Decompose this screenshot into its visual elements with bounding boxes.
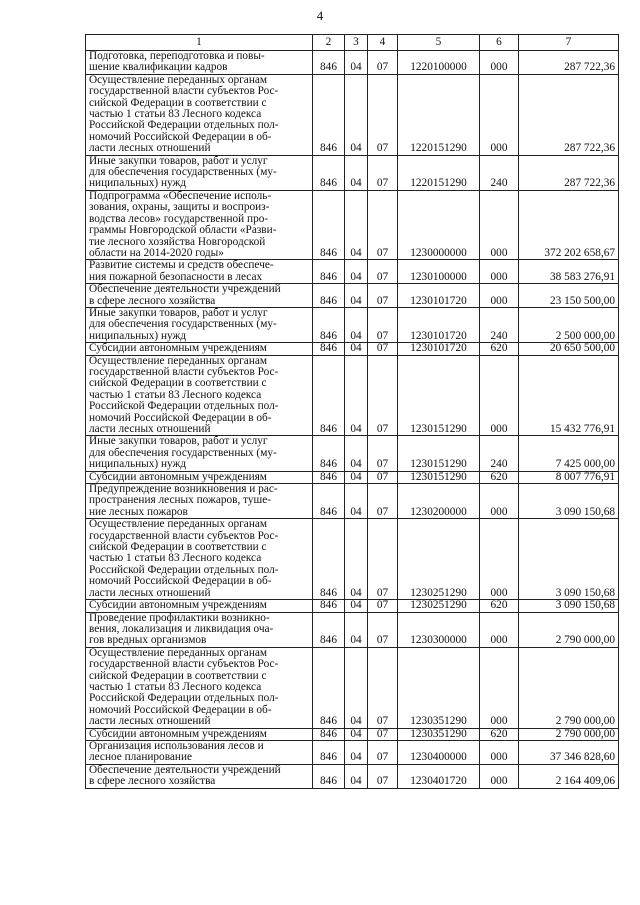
item-name-cell — [86, 284, 313, 308]
section-code-cell: 04 — [345, 155, 368, 190]
item-name-line: Иные закупки товаров, работ и услуг — [89, 306, 268, 319]
header-cell: 2 — [313, 35, 345, 51]
table-row — [86, 284, 619, 308]
budget-table — [85, 34, 619, 789]
target-article-cell: 1230251290 — [398, 519, 480, 600]
item-name-cell — [86, 740, 313, 764]
admin-code-cell: 846 — [313, 471, 345, 483]
item-name-line: Субсидии автономным учреждениям — [89, 599, 267, 612]
section-code-cell: 04 — [345, 307, 368, 342]
admin-code-cell: 846 — [313, 284, 345, 308]
amount-cell: 3 090 150,68 — [519, 519, 619, 600]
header-cell: 6 — [480, 35, 519, 51]
item-name-line: в сфере лесного хозяйства — [89, 294, 216, 307]
table-row — [86, 74, 619, 155]
item-name-line: государственной власти субъектов Рос- — [89, 658, 279, 671]
item-name-cell — [86, 612, 313, 647]
expense-type-cell: 620 — [480, 728, 519, 740]
amount-cell: 3 090 150,68 — [519, 600, 619, 612]
item-name-line: Проведение профилактики возникно- — [89, 611, 270, 624]
admin-code-cell: 846 — [313, 519, 345, 600]
expense-type-cell: 000 — [480, 74, 519, 155]
header-cell: 7 — [519, 35, 619, 51]
admin-code-cell: 846 — [313, 764, 345, 788]
section-code-cell: 04 — [345, 51, 368, 75]
item-name-cell — [86, 260, 313, 284]
item-name-line: Российской Федерации отдельных пол- — [89, 119, 279, 132]
expense-type-cell: 240 — [480, 436, 519, 471]
item-name-line: частью 1 статьи 83 Лесного кодекса — [89, 552, 262, 565]
table-row — [86, 612, 619, 647]
item-name-line: Развитие системы и средств обеспече- — [89, 259, 274, 272]
subsection-code-cell: 07 — [368, 764, 398, 788]
amount-cell: 7 425 000,00 — [519, 436, 619, 471]
target-article-cell: 1220100000 — [398, 51, 480, 75]
item-name-line: Российской Федерации отдельных пол- — [89, 563, 279, 576]
header-row — [86, 35, 619, 51]
item-name-line: гов вредных организмов — [89, 634, 207, 647]
target-article-cell: 1230400000 — [398, 740, 480, 764]
section-code-cell: 04 — [345, 600, 368, 612]
subsection-code-cell: 07 — [368, 647, 398, 728]
expense-type-cell: 620 — [480, 600, 519, 612]
section-code-cell: 04 — [345, 343, 368, 355]
target-article-cell: 1230351290 — [398, 728, 480, 740]
table-row — [86, 484, 619, 519]
subsection-code-cell: 07 — [368, 519, 398, 600]
item-name-line: Обеспечение деятельности учреждений — [89, 763, 281, 776]
subsection-code-cell: 07 — [368, 155, 398, 190]
subsection-code-cell: 07 — [368, 436, 398, 471]
target-article-cell: 1230101720 — [398, 307, 480, 342]
amount-cell: 287 722,36 — [519, 155, 619, 190]
table-row — [86, 728, 619, 740]
admin-code-cell: 846 — [313, 647, 345, 728]
item-name-cell — [86, 484, 313, 519]
subsection-code-cell: 07 — [368, 307, 398, 342]
subsection-code-cell: 07 — [368, 600, 398, 612]
item-name-cell — [86, 155, 313, 190]
item-name-cell — [86, 471, 313, 483]
target-article-cell: 1230101720 — [398, 343, 480, 355]
item-name-line: Российской Федерации отдельных пол- — [89, 400, 279, 413]
item-name-line: Подготовка, переподготовка и повы- — [89, 50, 265, 62]
item-name-cell — [86, 647, 313, 728]
admin-code-cell: 846 — [313, 600, 345, 612]
amount-cell: 2 790 000,00 — [519, 728, 619, 740]
item-name-line: ласти лесных отношений — [89, 423, 211, 435]
subsection-code-cell: 07 — [368, 51, 398, 75]
section-code-cell: 04 — [345, 647, 368, 728]
target-article-cell: 1220151290 — [398, 74, 480, 155]
expense-type-cell: 000 — [480, 355, 519, 436]
header-cell: 1 — [86, 35, 313, 51]
expense-type-cell: 240 — [480, 155, 519, 190]
section-code-cell: 04 — [345, 436, 368, 471]
admin-code-cell: 846 — [313, 740, 345, 764]
table-row — [86, 436, 619, 471]
amount-cell: 20 650 500,00 — [519, 343, 619, 355]
item-name-line: номочий Российской Федерации в об- — [89, 703, 272, 716]
item-name-line: для обеспечения государственных (му- — [89, 166, 277, 179]
subsection-code-cell: 07 — [368, 484, 398, 519]
table-row — [86, 647, 619, 728]
item-name-cell — [86, 600, 313, 612]
expense-type-cell: 000 — [480, 647, 519, 728]
item-name-line: лесное планирование — [89, 751, 193, 764]
section-code-cell: 04 — [345, 740, 368, 764]
item-name-line: Иные закупки товаров, работ и услуг — [89, 435, 268, 448]
table-row — [86, 307, 619, 342]
item-name-line: Обеспечение деятельности учреждений — [89, 283, 281, 296]
item-name-line: сийской Федерации в соответствии с — [89, 96, 267, 109]
subsection-code-cell: 07 — [368, 471, 398, 483]
item-name-line: Осуществление переданных органам — [89, 354, 268, 367]
item-name-line: вения, локализация и ликвидация оча- — [89, 622, 274, 635]
admin-code-cell: 846 — [313, 728, 345, 740]
admin-code-cell: 846 — [313, 190, 345, 259]
item-name-line: Субсидии автономным учреждениям — [89, 342, 267, 355]
amount-cell: 2 500 000,00 — [519, 307, 619, 342]
item-name-line: номочий Российской Федерации в об- — [89, 411, 272, 424]
item-name-line: сийской Федерации в соответствии с — [89, 377, 267, 390]
item-name-line: Субсидии автономным учреждениям — [89, 470, 267, 483]
target-article-cell: 1230151290 — [398, 471, 480, 483]
section-code-cell: 04 — [345, 471, 368, 483]
item-name-line: частью 1 статьи 83 Лесного кодекса — [89, 108, 262, 121]
item-name-line: частью 1 статьи 83 Лесного кодекса — [89, 680, 262, 693]
item-name-line: Субсидии автономным учреждениям — [89, 727, 267, 740]
item-name-line: Организация использования лесов и — [89, 739, 264, 752]
item-name-line: пространения лесных пожаров, туше- — [89, 494, 272, 507]
amount-cell: 2 790 000,00 — [519, 612, 619, 647]
table-row — [86, 51, 619, 75]
amount-cell: 37 346 828,60 — [519, 740, 619, 764]
target-article-cell: 1230000000 — [398, 190, 480, 259]
admin-code-cell: 846 — [313, 260, 345, 284]
table-row — [86, 519, 619, 600]
section-code-cell: 04 — [345, 74, 368, 155]
expense-type-cell: 000 — [480, 51, 519, 75]
target-article-cell: 1230300000 — [398, 612, 480, 647]
expense-type-cell: 000 — [480, 484, 519, 519]
expense-type-cell: 000 — [480, 612, 519, 647]
table-row — [86, 740, 619, 764]
expense-type-cell: 000 — [480, 519, 519, 600]
table-row — [86, 343, 619, 355]
expense-type-cell: 000 — [480, 284, 519, 308]
admin-code-cell: 846 — [313, 612, 345, 647]
expense-type-cell: 000 — [480, 764, 519, 788]
item-name-line: Осуществление переданных органам — [89, 73, 268, 86]
item-name-line: номочий Российской Федерации в об- — [89, 130, 272, 143]
item-name-cell — [86, 728, 313, 740]
page-number: 4 — [316, 8, 324, 23]
target-article-cell: 1230251290 — [398, 600, 480, 612]
item-name-cell — [86, 436, 313, 471]
item-name-line: частью 1 статьи 83 Лесного кодекса — [89, 388, 262, 401]
amount-cell: 2 164 409,06 — [519, 764, 619, 788]
expense-type-cell: 000 — [480, 190, 519, 259]
admin-code-cell: 846 — [313, 74, 345, 155]
subsection-code-cell: 07 — [368, 190, 398, 259]
subsection-code-cell: 07 — [368, 74, 398, 155]
section-code-cell: 04 — [345, 355, 368, 436]
target-article-cell: 1230151290 — [398, 436, 480, 471]
subsection-code-cell: 07 — [368, 612, 398, 647]
item-name-line: области на 2014-2020 годы» — [89, 246, 224, 259]
admin-code-cell: 846 — [313, 436, 345, 471]
section-code-cell: 04 — [345, 728, 368, 740]
item-name-cell — [86, 355, 313, 436]
amount-cell: 3 090 150,68 — [519, 484, 619, 519]
item-name-line: тие лесного хозяйства Новгородской — [89, 235, 266, 248]
item-name-line: сийской Федерации в соответствии с — [89, 669, 267, 682]
item-name-line: ласти лесных отношений — [89, 715, 211, 728]
target-article-cell: 1230401720 — [398, 764, 480, 788]
admin-code-cell: 846 — [313, 484, 345, 519]
item-name-cell — [86, 51, 313, 75]
subsection-code-cell: 07 — [368, 728, 398, 740]
target-article-cell: 1230200000 — [398, 484, 480, 519]
target-article-cell: 1230151290 — [398, 355, 480, 436]
amount-cell: 287 722,36 — [519, 51, 619, 75]
item-name-line: водства лесов» государственной про- — [89, 212, 269, 225]
table-row — [86, 155, 619, 190]
section-code-cell: 04 — [345, 612, 368, 647]
table-row — [86, 471, 619, 483]
item-name-line: для обеспечения государственных (му- — [89, 318, 277, 331]
amount-cell: 8 007 776,91 — [519, 471, 619, 483]
expense-type-cell: 000 — [480, 740, 519, 764]
item-name-cell — [86, 74, 313, 155]
section-code-cell: 04 — [345, 519, 368, 600]
amount-cell: 23 150 500,00 — [519, 284, 619, 308]
table-row — [86, 764, 619, 788]
subsection-code-cell: 07 — [368, 284, 398, 308]
expense-type-cell: 620 — [480, 343, 519, 355]
admin-code-cell: 846 — [313, 155, 345, 190]
item-name-cell — [86, 190, 313, 259]
header-cell: 5 — [398, 35, 480, 51]
subsection-code-cell: 07 — [368, 343, 398, 355]
table-row — [86, 355, 619, 436]
item-name-line: Осуществление переданных органам — [89, 518, 268, 531]
item-name-line: ниципальных) нужд — [89, 177, 187, 190]
item-name-line: ние лесных пожаров — [89, 505, 188, 518]
header-cell: 4 — [368, 35, 398, 51]
section-code-cell: 04 — [345, 484, 368, 519]
section-code-cell: 04 — [345, 260, 368, 284]
item-name-cell — [86, 343, 313, 355]
subsection-code-cell: 07 — [368, 740, 398, 764]
section-code-cell: 04 — [345, 190, 368, 259]
subsection-code-cell: 07 — [368, 355, 398, 436]
admin-code-cell: 846 — [313, 51, 345, 75]
item-name-line: Иные закупки товаров, работ и услуг — [89, 154, 268, 167]
item-name-line: ласти лесных отношений — [89, 142, 211, 155]
target-article-cell: 1230100000 — [398, 260, 480, 284]
item-name-line: ния пожарной безопасности в лесах — [89, 270, 263, 283]
item-name-line: в сфере лесного хозяйства — [89, 775, 216, 788]
section-code-cell: 04 — [345, 284, 368, 308]
item-name-line: зования, охраны, защиты и воспроиз- — [89, 201, 270, 214]
item-name-line: государственной власти субъектов Рос- — [89, 365, 279, 378]
expense-type-cell: 620 — [480, 471, 519, 483]
table-row — [86, 190, 619, 259]
item-name-line: ниципальных) нужд — [89, 458, 187, 471]
item-name-line: шение квалификации кадров — [89, 61, 228, 74]
item-name-cell — [86, 519, 313, 600]
header-cell: 3 — [345, 35, 368, 51]
admin-code-cell: 846 — [313, 355, 345, 436]
amount-cell: 2 790 000,00 — [519, 647, 619, 728]
expense-type-cell: 240 — [480, 307, 519, 342]
item-name-cell — [86, 307, 313, 342]
item-name-line: сийской Федерации в соответствии с — [89, 541, 267, 554]
target-article-cell: 1230101720 — [398, 284, 480, 308]
item-name-cell — [86, 764, 313, 788]
section-code-cell: 04 — [345, 764, 368, 788]
admin-code-cell: 846 — [313, 307, 345, 342]
amount-cell: 15 432 776,91 — [519, 355, 619, 436]
item-name-line: Подпрограмма «Обеспечение исполь- — [89, 189, 272, 202]
amount-cell: 372 202 658,67 — [519, 190, 619, 259]
table-row — [86, 260, 619, 284]
amount-cell: 38 583 276,91 — [519, 260, 619, 284]
admin-code-cell: 846 — [313, 343, 345, 355]
item-name-line: государственной власти субъектов Рос- — [89, 529, 279, 542]
item-name-line: граммы Новгородской области «Разви- — [89, 224, 277, 237]
target-article-cell: 1220151290 — [398, 155, 480, 190]
item-name-line: Российской Федерации отдельных пол- — [89, 692, 279, 705]
item-name-line: для обеспечения государственных (му- — [89, 446, 277, 459]
item-name-line: ласти лесных отношений — [89, 586, 211, 599]
amount-cell: 287 722,36 — [519, 74, 619, 155]
item-name-line: Предупреждение возникновения и рас- — [89, 483, 278, 496]
target-article-cell: 1230351290 — [398, 647, 480, 728]
subsection-code-cell: 07 — [368, 260, 398, 284]
item-name-line: Осуществление переданных органам — [89, 646, 268, 659]
item-name-line: ниципальных) нужд — [89, 329, 187, 342]
item-name-line: государственной власти субъектов Рос- — [89, 85, 279, 98]
item-name-line: номочий Российской Федерации в об- — [89, 575, 272, 588]
expense-type-cell: 000 — [480, 260, 519, 284]
table-row — [86, 600, 619, 612]
